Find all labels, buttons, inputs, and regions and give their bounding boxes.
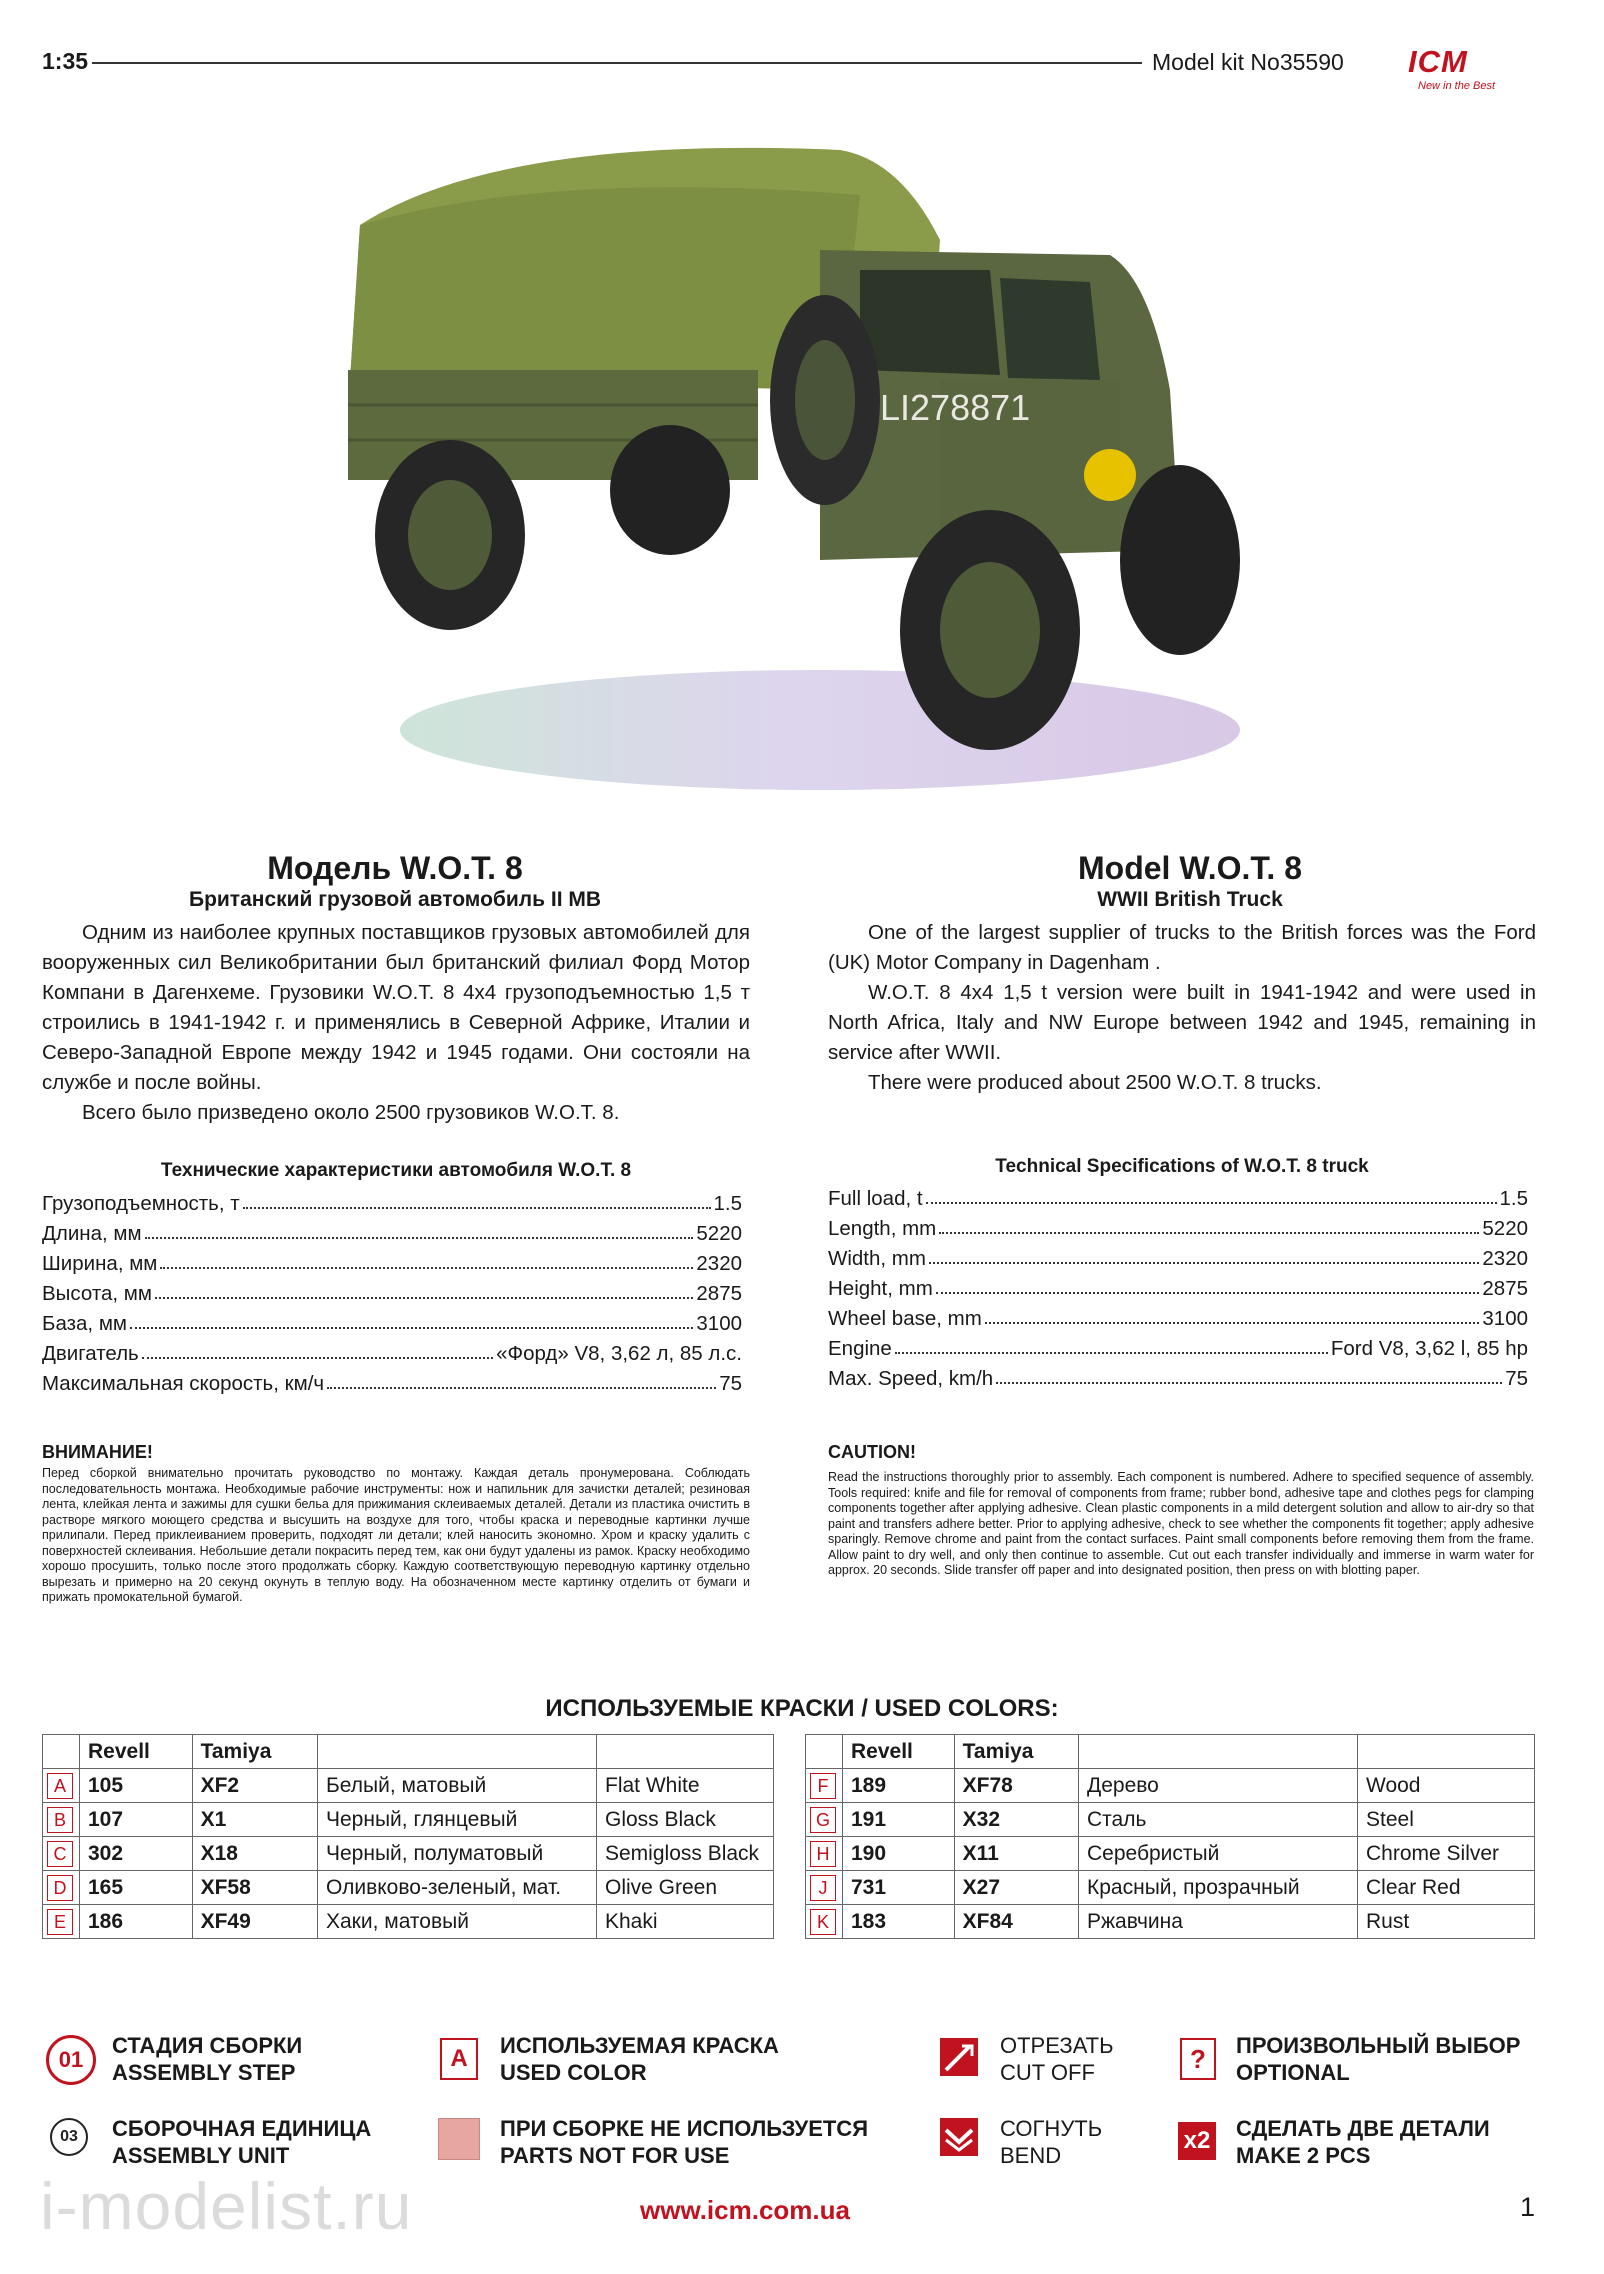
- spec-label: Максимальная скорость, км/ч: [42, 1372, 325, 1395]
- spec-label: Length, mm: [828, 1217, 937, 1240]
- en-subtitle: WWII British Truck: [1097, 888, 1283, 911]
- tamiya-number: XF2: [192, 1769, 317, 1803]
- spec-row: [42, 1246, 742, 1276]
- legend-ru: ОТРЕЗАТЬ: [1000, 2033, 1114, 2058]
- spec-value: 1.5: [1499, 1187, 1528, 1210]
- legend-ru: СОГНУТЬ: [1000, 2116, 1103, 2141]
- ru-subtitle: Британский грузовой автомобиль II МВ: [188, 888, 602, 911]
- legend-en: ASSEMBLY STEP: [112, 2060, 296, 2085]
- color-name-en: Semigloss Black: [597, 1837, 774, 1871]
- legend-en: MAKE 2 PCS: [1236, 2143, 1371, 2168]
- spec-label: Высота, мм: [42, 1282, 152, 1305]
- colors-table-left: [42, 1734, 774, 1939]
- en-spec-list: [828, 1181, 1528, 1391]
- optional-icon: ?: [1180, 2038, 1216, 2080]
- color-code: J: [810, 1875, 836, 1901]
- table-row: [806, 1803, 1535, 1837]
- revell-number: 107: [80, 1803, 193, 1837]
- spec-row: [828, 1361, 1528, 1391]
- table-row: [43, 1769, 774, 1803]
- page-number: 1: [1520, 2192, 1536, 2222]
- spec-value: 75: [719, 1372, 742, 1395]
- revell-number: 186: [80, 1905, 193, 1939]
- colors-table-right: [805, 1734, 1535, 1939]
- color-code: A: [47, 1773, 73, 1799]
- tamiya-number: XF84: [954, 1905, 1078, 1939]
- table-header-row: [43, 1735, 774, 1769]
- color-code: G: [810, 1807, 836, 1833]
- en-caution-title: CAUTION!: [828, 1442, 916, 1462]
- ru-warning-title: ВНИМАНИЕ!: [42, 1442, 153, 1462]
- spec-row: [828, 1211, 1528, 1241]
- spec-row: [42, 1186, 742, 1216]
- revell-number: 190: [843, 1837, 955, 1871]
- optional-label: [1236, 2032, 1520, 2086]
- color-code: D: [47, 1875, 73, 1901]
- ru-paragraph-1: Одним из наиболее крупных поставщиков грузовых автомобилей для вооруженных сил Великобритании был британский филиал Форд Мотор Компани в Дагенхеме. Грузовики W.O.T. 8 4x4 грузоподъемностью 1,5 т строились в 1941-1942 г. и применялись в Северной Африке, Италии и Северо-Западной Европе между 1942 и 1945 годами. Они состояли на службе и после войны.: [42, 921, 750, 1094]
- spec-value: 75: [1505, 1367, 1528, 1390]
- spec-value: 2875: [1482, 1277, 1528, 1300]
- used-colors-title: ИСПОЛЬЗУЕМЫЕ КРАСКИ / USED COLORS:: [545, 1695, 1059, 1722]
- bend-label: [1000, 2115, 1102, 2169]
- legend-ru: СДЕЛАТЬ ДВЕ ДЕТАЛИ: [1236, 2116, 1490, 2141]
- spec-label: Ширина, мм: [42, 1252, 158, 1275]
- spec-value: 1.5: [713, 1192, 742, 1215]
- spec-value: 5220: [696, 1222, 742, 1245]
- spec-label: Wheel base, mm: [828, 1307, 982, 1330]
- color-name-en: Steel: [1358, 1803, 1535, 1837]
- en-description: [828, 918, 1536, 1098]
- color-name-en: Gloss Black: [597, 1803, 774, 1837]
- assembly-unit-icon: 03: [50, 2118, 88, 2156]
- tamiya-number: X18: [192, 1837, 317, 1871]
- legend-ru: СТАДИЯ СБОРКИ: [112, 2033, 303, 2058]
- color-name-en: Rust: [1358, 1905, 1535, 1939]
- spec-value: 3100: [696, 1312, 742, 1335]
- header-rule: [92, 62, 1142, 64]
- used-color-label: [500, 2032, 779, 2086]
- spec-value: 5220: [1482, 1217, 1528, 1240]
- ru-warning-text: Перед сборкой внимательно прочитать руководство по монтажу. Каждая деталь пронумерована. Соблюдать последовательность монтажа. Необходимые рабочие инструменты: нож и напильник для зачистки деталей; резиновая лента, клейкая лента и зажимы для сушки бельа для прижимания склеиваемых деталей. Детали из пластика очистить в растворе мягкого моющего средства и высушить на воздухе для того, чтобы краска и переводные картинки лучше прилипали. Перед приклеиванием проверить, подходят ли детали; клей наносить экономно. Хром и краску удалить с поверхностей склеивания. Небольшие детали покрасить перед тем, как они будут удалены из рамок. Краску необходимо хорошо просушить, только после этого продолжать сборку. Каждую соответствующую переводную картинку отдельно вырезать и примерно на 20 секунд окунуть в теплую воду. На обозначенном месте картинку отделить от бумаги и прижать промокательной бумагой.: [42, 1466, 750, 1604]
- icm-logo: [1408, 44, 1568, 124]
- color-name-en: Olive Green: [597, 1871, 774, 1905]
- watermark: i-modelist.ru: [40, 2169, 413, 2243]
- legend-en: ASSEMBLY UNIT: [112, 2143, 290, 2168]
- color-name-en: Chrome Silver: [1358, 1837, 1535, 1871]
- spec-value: Ford V8, 3,62 l, 85 hp: [1330, 1337, 1528, 1360]
- color-name-ru: Красный, прозрачный: [1079, 1871, 1358, 1905]
- en-title: Model W.O.T. 8: [1077, 850, 1302, 886]
- make-two-icon: x2: [1178, 2122, 1216, 2160]
- revell-number: 189: [843, 1769, 955, 1803]
- spec-label: Длина, мм: [42, 1222, 142, 1245]
- license-plate: LI278871: [880, 387, 1031, 428]
- table-row: [806, 1905, 1535, 1939]
- spec-label: Full load, t: [828, 1187, 923, 1210]
- assembly-step-icon: 01: [46, 2035, 96, 2085]
- en-paragraph-3: There were produced about 2500 W.O.T. 8 trucks.: [868, 1071, 1322, 1094]
- color-code: H: [810, 1841, 836, 1867]
- spec-row: [828, 1331, 1528, 1361]
- tamiya-number: X1: [192, 1803, 317, 1837]
- tamiya-number: X11: [954, 1837, 1078, 1871]
- bend-icon: [940, 2118, 978, 2156]
- revell-number: 183: [843, 1905, 955, 1939]
- revell-header: Revell: [80, 1735, 193, 1769]
- color-name-en: Wood: [1358, 1769, 1535, 1803]
- table-row: [806, 1769, 1535, 1803]
- color-code: B: [47, 1807, 73, 1833]
- color-name-ru: Хаки, матовый: [318, 1905, 597, 1939]
- revell-number: 105: [80, 1769, 193, 1803]
- table-row: [43, 1837, 774, 1871]
- spec-value: «Форд» V8, 3,62 л, 85 л.с.: [496, 1342, 742, 1365]
- spec-row: [828, 1301, 1528, 1331]
- color-name-ru: Сталь: [1079, 1803, 1358, 1837]
- table-row: [43, 1871, 774, 1905]
- spec-row: [828, 1241, 1528, 1271]
- table-row: [43, 1905, 774, 1939]
- spec-row: [42, 1216, 742, 1246]
- color-name-ru: Черный, полуматовый: [318, 1837, 597, 1871]
- spec-value: 2875: [696, 1282, 742, 1305]
- model-kit-number: Model kit No35590: [1152, 49, 1344, 75]
- truck-photo: [300, 130, 1310, 850]
- spec-row: [828, 1181, 1528, 1211]
- legend-ru: ПРИ СБОРКЕ НЕ ИСПОЛЬЗУЕТСЯ: [500, 2116, 869, 2141]
- spec-row: [42, 1366, 742, 1396]
- legend-ru: ПРОИЗВОЛЬНЫЙ ВЫБОР: [1236, 2033, 1521, 2058]
- color-name-ru: Серебристый: [1079, 1837, 1358, 1871]
- spec-row: [42, 1276, 742, 1306]
- color-code: E: [47, 1909, 73, 1935]
- make-two-label: [1236, 2115, 1490, 2169]
- spec-label: Двигатель: [42, 1342, 139, 1365]
- color-name-ru: Ржавчина: [1079, 1905, 1358, 1939]
- parts-not-for-use-icon: [438, 2118, 480, 2160]
- legend-en: PARTS NOT FOR USE: [500, 2143, 730, 2168]
- spec-label: Грузоподъемность, т: [42, 1192, 240, 1215]
- assembly-step-label: [112, 2032, 302, 2086]
- logo-mark: ICM: [1408, 44, 1468, 79]
- tamiya-number: X32: [954, 1803, 1078, 1837]
- tamiya-header: Tamiya: [954, 1735, 1078, 1769]
- tamiya-number: XF78: [954, 1769, 1078, 1803]
- spec-row: [828, 1271, 1528, 1301]
- website-link[interactable]: www.icm.com.ua: [640, 2195, 850, 2225]
- color-name-ru: Белый, матовый: [318, 1769, 597, 1803]
- spec-value: 2320: [1482, 1247, 1528, 1270]
- spec-label: Height, mm: [828, 1277, 933, 1300]
- table-row: [806, 1837, 1535, 1871]
- revell-number: 302: [80, 1837, 193, 1871]
- table-header-row: [806, 1735, 1535, 1769]
- legend-en: BEND: [1000, 2143, 1062, 2168]
- revell-header: Revell: [843, 1735, 955, 1769]
- spec-row: [42, 1336, 742, 1366]
- spec-value: 3100: [1482, 1307, 1528, 1330]
- legend-ru: ИСПОЛЬЗУЕМАЯ КРАСКА: [500, 2033, 779, 2058]
- revell-number: 165: [80, 1871, 193, 1905]
- spec-label: База, мм: [42, 1312, 128, 1335]
- cut-off-label: [1000, 2032, 1114, 2086]
- color-name-ru: Черный, глянцевый: [318, 1803, 597, 1837]
- parts-not-for-use-label: [500, 2115, 868, 2169]
- revell-number: 731: [843, 1871, 955, 1905]
- en-caution-text: Read the instructions thoroughly prior to assembly. Each component is numbered. Adhere to specified sequence of assembly. Tools required: knife and file for removal of components from frame; rubber bond, adhesive tape and clothes pegs for clamping components together after applying adhesive. Clean plastic components in a mild detergent solution and allow to air-dry so that paint and transfers adhere better. Prior to applying adhesive, check to see whether the components fit together; apply adhesive sparingly. Remove chrome and paint from the contact surfaces. Paint small components before removing them from the frame. Allow paint to dry well, and only then continue to assemble. Cut out each transfer individually and immerse in warm water for approx. 20 seconds. Slide transfer off paper and into designated position, then press on with blotting paper.: [828, 1470, 1534, 1577]
- revell-number: 191: [843, 1803, 955, 1837]
- color-name-en: Khaki: [597, 1905, 774, 1939]
- logo-tagline: New in the Best: [1418, 80, 1496, 92]
- assembly-unit-label: [112, 2115, 371, 2169]
- legend-en: OPTIONAL: [1236, 2060, 1350, 2085]
- ru-title: Модель W.O.T. 8: [267, 850, 523, 886]
- legend-en: USED COLOR: [500, 2060, 647, 2085]
- color-code: F: [810, 1773, 836, 1799]
- spec-label: Width, mm: [828, 1247, 926, 1270]
- color-name-en: Clear Red: [1358, 1871, 1535, 1905]
- en-paragraph-2: W.O.T. 8 4x4 1,5 t version were built in 1941-1942 and were used in North Africa, Italy and NW Europe between 1942 and 1945, remaining in service after WWII.: [828, 981, 1536, 1064]
- legend-ru: СБОРОЧНАЯ ЕДИНИЦА: [112, 2116, 372, 2141]
- ru-spec-list: [42, 1186, 742, 1396]
- tamiya-header: Tamiya: [192, 1735, 317, 1769]
- legend-en: CUT OFF: [1000, 2060, 1095, 2085]
- color-name-ru: Дерево: [1079, 1769, 1358, 1803]
- en-paragraph-1: One of the largest supplier of trucks to the British forces was the Ford (UK) Motor Company in Dagenham .: [828, 921, 1536, 974]
- table-row: [43, 1803, 774, 1837]
- spec-value: 2320: [696, 1252, 742, 1275]
- scale-label: 1:35: [42, 48, 89, 74]
- tamiya-number: XF58: [192, 1871, 317, 1905]
- en-spec-title: Technical Specifications of W.O.T. 8 truck: [995, 1156, 1369, 1177]
- color-name-ru: Оливково-зеленый, мат.: [318, 1871, 597, 1905]
- ru-spec-title: Технические характеристики автомобиля W.O.T. 8: [160, 1160, 632, 1181]
- color-code: C: [47, 1841, 73, 1867]
- spec-row: [42, 1306, 742, 1336]
- table-row: [806, 1871, 1535, 1905]
- spec-label: Max. Speed, km/h: [828, 1367, 994, 1390]
- tamiya-number: XF49: [192, 1905, 317, 1939]
- spec-label: Engine: [828, 1337, 892, 1360]
- color-name-en: Flat White: [597, 1769, 774, 1803]
- cut-off-icon: [940, 2038, 978, 2076]
- color-code: K: [810, 1909, 836, 1935]
- used-color-icon: A: [440, 2038, 478, 2080]
- ru-paragraph-2: Всего было призведено около 2500 грузовиков W.O.T. 8.: [82, 1101, 620, 1124]
- tamiya-number: X27: [954, 1871, 1078, 1905]
- ru-description: [42, 918, 750, 1128]
